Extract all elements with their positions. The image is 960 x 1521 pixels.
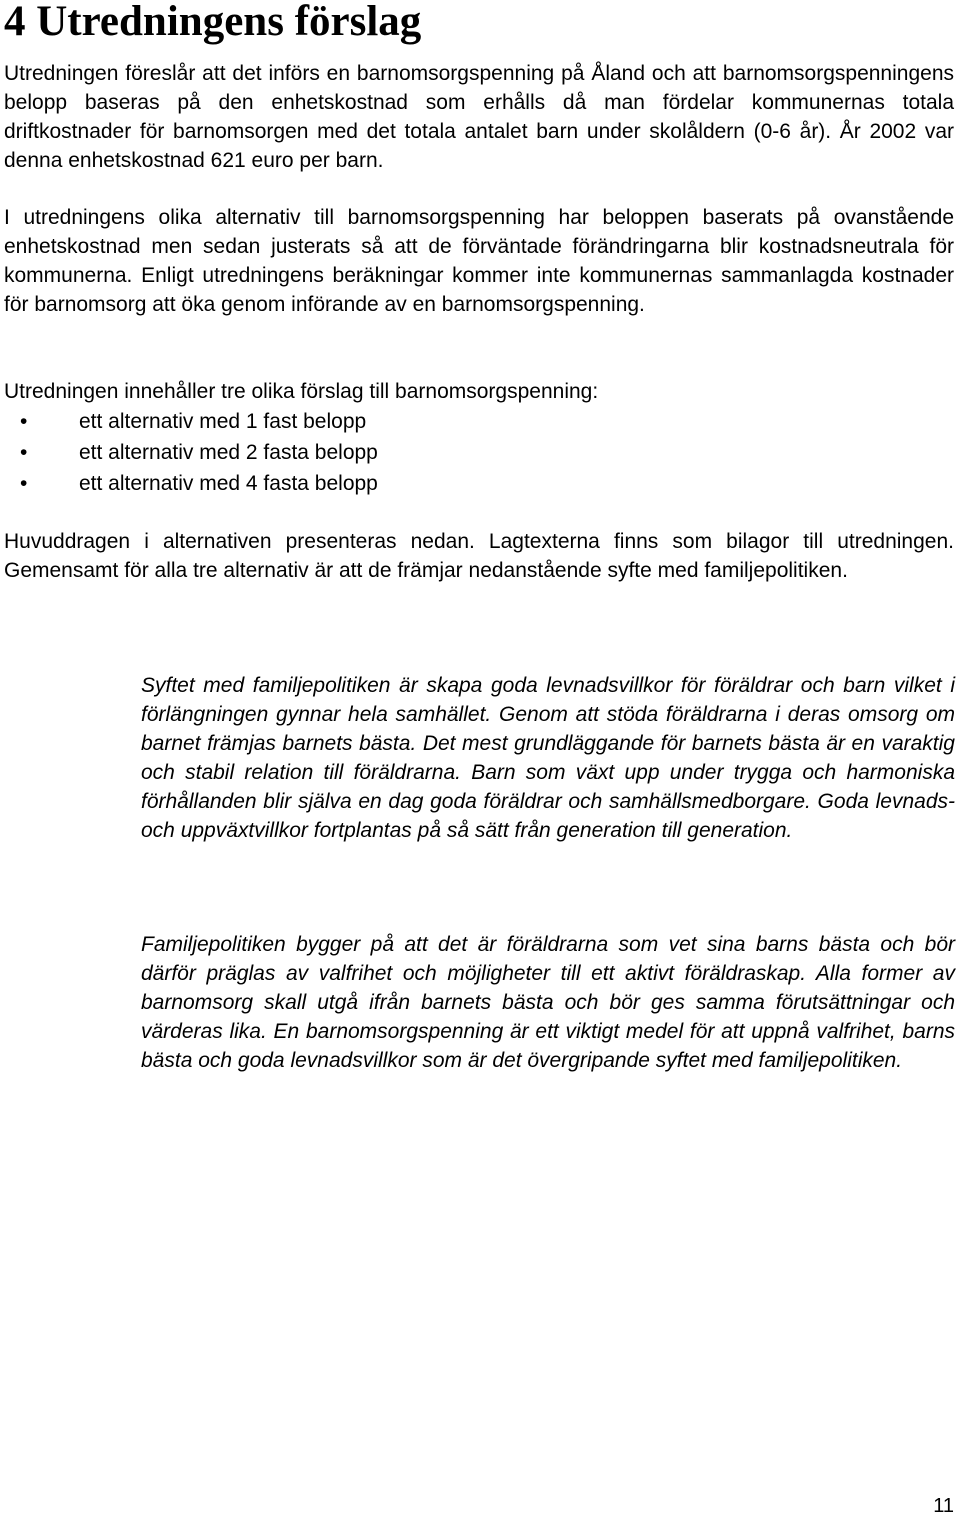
page-title: 4 Utredningens förslag [4, 0, 422, 45]
bullet-icon: • [20, 472, 28, 495]
quote-foundation: Familjepolitiken bygger på att det är föräldrarna som vet sina barns bästa och bör därför präglas av valfrihet och möjligheter till ett aktivt föräldraskap. Alla former av barnomsorg skall utgå ifrån barnets bästa och bör ges samma förutsättningar och värderas lika. En barnomsorgspenning är ett viktigt medel för att uppnå valfrihet, barns bästa och goda levnadsvillkor som är det övergripande syftet med familjepolitiken. [141, 933, 955, 1072]
bullet-icon: • [20, 410, 28, 433]
paragraph-alternatives: I utredningens olika alternativ till barnomsorgspenning har beloppen baserats på ovanstående enhetskostnad men sedan justerats så att de förväntade förändringarna blir kostnadsneutrala för kommunerna. Enligt utredningens beräkningar kommer inte kommunernas sammanlagda kostnader för barnomsorg att öka genom införande av en barnomsorgspenning. [4, 206, 954, 316]
bullet-icon: • [20, 441, 28, 464]
proposal-list [4, 407, 704, 500]
list-intro: Utredningen innehåller tre olika förslag till barnomsorgspenning: [4, 380, 599, 403]
list-item-text: ett alternativ med 2 fasta belopp [79, 441, 378, 464]
paragraph-intro: Utredningen föreslår att det införs en barnomsorgspenning på Åland och att barnomsorgspenningens belopp baseras på den enhetskostnad som erhålls då man fördelar kommunernas totala driftkostnader för barnomsorgen med det totala antalet barn under skolåldern (0-6 år). År 2002 var denna enhetskostnad 621 euro per barn. [4, 62, 954, 172]
page-number: 11 [933, 1495, 954, 1517]
paragraph-summary: Huvuddragen i alternativen presenteras nedan. Lagtexterna finns som bilagor till utredningen. Gemensamt för alla tre alternativ är att de främjar nedanstående syfte med familjepolitiken. [4, 530, 954, 582]
list-item [4, 407, 704, 438]
list-item-text: ett alternativ med 4 fasta belopp [79, 472, 378, 495]
quote-purpose: Syftet med familjepolitiken är skapa goda levnadsvillkor för föräldrar och barn vilket i förlängningen gynnar hela samhället. Genom att stöda föräldrarna i deras omsorg om barnet främjas barnets bästa. Det mest grundläggande för barnets bästa är en varaktig och stabil relation till föräldrarna. Barn som växt upp under trygga och harmoniska förhållanden blir själva en dag goda föräldrar och samhällsmedborgare. Goda levnads- och uppväxtvillkor fortplantas på så sätt från generation till generation. [141, 674, 955, 842]
list-item [4, 438, 704, 469]
list-item [4, 469, 704, 500]
list-item-text: ett alternativ med 1 fast belopp [79, 410, 367, 433]
